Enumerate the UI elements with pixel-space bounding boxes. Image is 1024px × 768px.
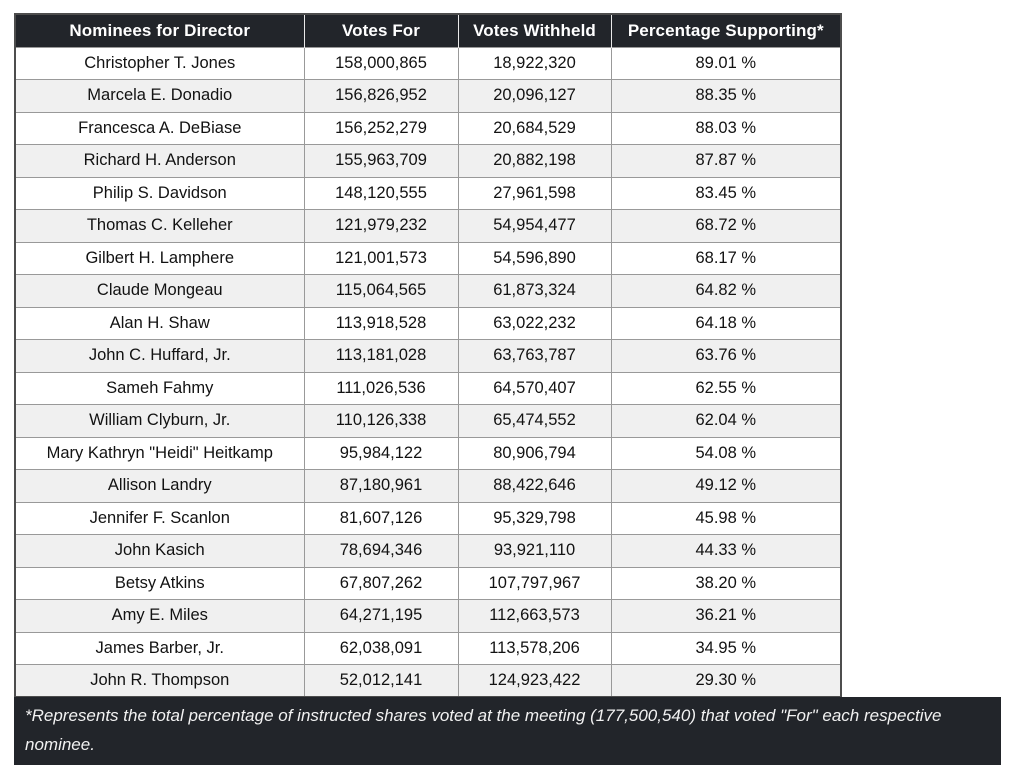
votes-withheld-cell: 20,882,198 [458,145,611,178]
table-row [15,502,841,535]
table-row [15,535,841,568]
nominee-name-cell: Richard H. Anderson [15,145,304,178]
nominee-name-cell: Sameh Fahmy [15,372,304,405]
percentage-cell: 63.76 % [611,340,841,373]
votes-withheld-cell: 88,422,646 [458,470,611,503]
votes-withheld-cell: 124,923,422 [458,665,611,698]
table-row [15,80,841,113]
footnote-bar: *Represents the total percentage of instructed shares voted at the meeting (177,500,540) that voted "For" each respective nominee. [14,697,1001,765]
votes-for-cell: 121,979,232 [304,210,458,243]
percentage-cell: 68.17 % [611,242,841,275]
percentage-cell: 88.03 % [611,112,841,145]
percentage-cell: 36.21 % [611,600,841,633]
table-row [15,372,841,405]
votes-for-cell: 78,694,346 [304,535,458,568]
percentage-cell: 62.04 % [611,405,841,438]
table-body [15,47,841,697]
percentage-cell: 38.20 % [611,567,841,600]
votes-for-cell: 64,271,195 [304,600,458,633]
voting-results-table-container [14,13,842,698]
votes-withheld-cell: 112,663,573 [458,600,611,633]
percentage-cell: 83.45 % [611,177,841,210]
nominee-name-cell: Marcela E. Donadio [15,80,304,113]
nominee-name-cell: William Clyburn, Jr. [15,405,304,438]
votes-withheld-cell: 80,906,794 [458,437,611,470]
votes-for-cell: 81,607,126 [304,502,458,535]
votes-for-cell: 156,252,279 [304,112,458,145]
nominee-name-cell: John C. Huffard, Jr. [15,340,304,373]
votes-withheld-cell: 61,873,324 [458,275,611,308]
nominee-name-cell: Philip S. Davidson [15,177,304,210]
percentage-cell: 45.98 % [611,502,841,535]
table-row [15,470,841,503]
nominee-name-cell: Allison Landry [15,470,304,503]
table-row [15,665,841,698]
table-row [15,340,841,373]
votes-for-cell: 110,126,338 [304,405,458,438]
nominee-name-cell: Alan H. Shaw [15,307,304,340]
table-row [15,405,841,438]
column-header-percentage: Percentage Supporting* [611,14,841,47]
table-row [15,307,841,340]
votes-withheld-cell: 63,022,232 [458,307,611,340]
votes-withheld-cell: 107,797,967 [458,567,611,600]
votes-for-cell: 52,012,141 [304,665,458,698]
table-row [15,145,841,178]
votes-for-cell: 156,826,952 [304,80,458,113]
percentage-cell: 29.30 % [611,665,841,698]
table-header-row [15,14,841,47]
votes-for-cell: 148,120,555 [304,177,458,210]
votes-withheld-cell: 65,474,552 [458,405,611,438]
nominee-name-cell: Jennifer F. Scanlon [15,502,304,535]
votes-withheld-cell: 54,596,890 [458,242,611,275]
votes-withheld-cell: 20,096,127 [458,80,611,113]
voting-results-table [14,13,842,698]
votes-for-cell: 95,984,122 [304,437,458,470]
votes-withheld-cell: 64,570,407 [458,372,611,405]
percentage-cell: 87.87 % [611,145,841,178]
nominee-name-cell: Betsy Atkins [15,567,304,600]
votes-withheld-cell: 27,961,598 [458,177,611,210]
nominee-name-cell: Amy E. Miles [15,600,304,633]
votes-for-cell: 87,180,961 [304,470,458,503]
table-row [15,242,841,275]
percentage-cell: 88.35 % [611,80,841,113]
votes-for-cell: 158,000,865 [304,47,458,80]
votes-for-cell: 115,064,565 [304,275,458,308]
votes-withheld-cell: 20,684,529 [458,112,611,145]
votes-withheld-cell: 93,921,110 [458,535,611,568]
votes-withheld-cell: 95,329,798 [458,502,611,535]
table-row [15,275,841,308]
table-row [15,437,841,470]
nominee-name-cell: James Barber, Jr. [15,632,304,665]
votes-withheld-cell: 18,922,320 [458,47,611,80]
nominee-name-cell: Mary Kathryn "Heidi" Heitkamp [15,437,304,470]
nominee-name-cell: John Kasich [15,535,304,568]
percentage-cell: 64.82 % [611,275,841,308]
votes-withheld-cell: 113,578,206 [458,632,611,665]
nominee-name-cell: Claude Mongeau [15,275,304,308]
votes-for-cell: 113,918,528 [304,307,458,340]
table-row [15,600,841,633]
table-row [15,632,841,665]
votes-for-cell: 155,963,709 [304,145,458,178]
table-row [15,112,841,145]
nominee-name-cell: Francesca A. DeBiase [15,112,304,145]
percentage-cell: 64.18 % [611,307,841,340]
percentage-cell: 68.72 % [611,210,841,243]
votes-for-cell: 121,001,573 [304,242,458,275]
column-header-nominees: Nominees for Director [15,14,304,47]
table-row [15,177,841,210]
percentage-cell: 34.95 % [611,632,841,665]
percentage-cell: 62.55 % [611,372,841,405]
votes-withheld-cell: 63,763,787 [458,340,611,373]
percentage-cell: 54.08 % [611,437,841,470]
table-row [15,47,841,80]
nominee-name-cell: John R. Thompson [15,665,304,698]
votes-for-cell: 111,026,536 [304,372,458,405]
table-row [15,567,841,600]
nominee-name-cell: Gilbert H. Lamphere [15,242,304,275]
votes-for-cell: 113,181,028 [304,340,458,373]
table-header [15,14,841,47]
votes-for-cell: 67,807,262 [304,567,458,600]
percentage-cell: 44.33 % [611,535,841,568]
nominee-name-cell: Thomas C. Kelleher [15,210,304,243]
percentage-cell: 89.01 % [611,47,841,80]
percentage-cell: 49.12 % [611,470,841,503]
column-header-votes-for: Votes For [304,14,458,47]
nominee-name-cell: Christopher T. Jones [15,47,304,80]
votes-withheld-cell: 54,954,477 [458,210,611,243]
column-header-votes-withheld: Votes Withheld [458,14,611,47]
table-row [15,210,841,243]
votes-for-cell: 62,038,091 [304,632,458,665]
